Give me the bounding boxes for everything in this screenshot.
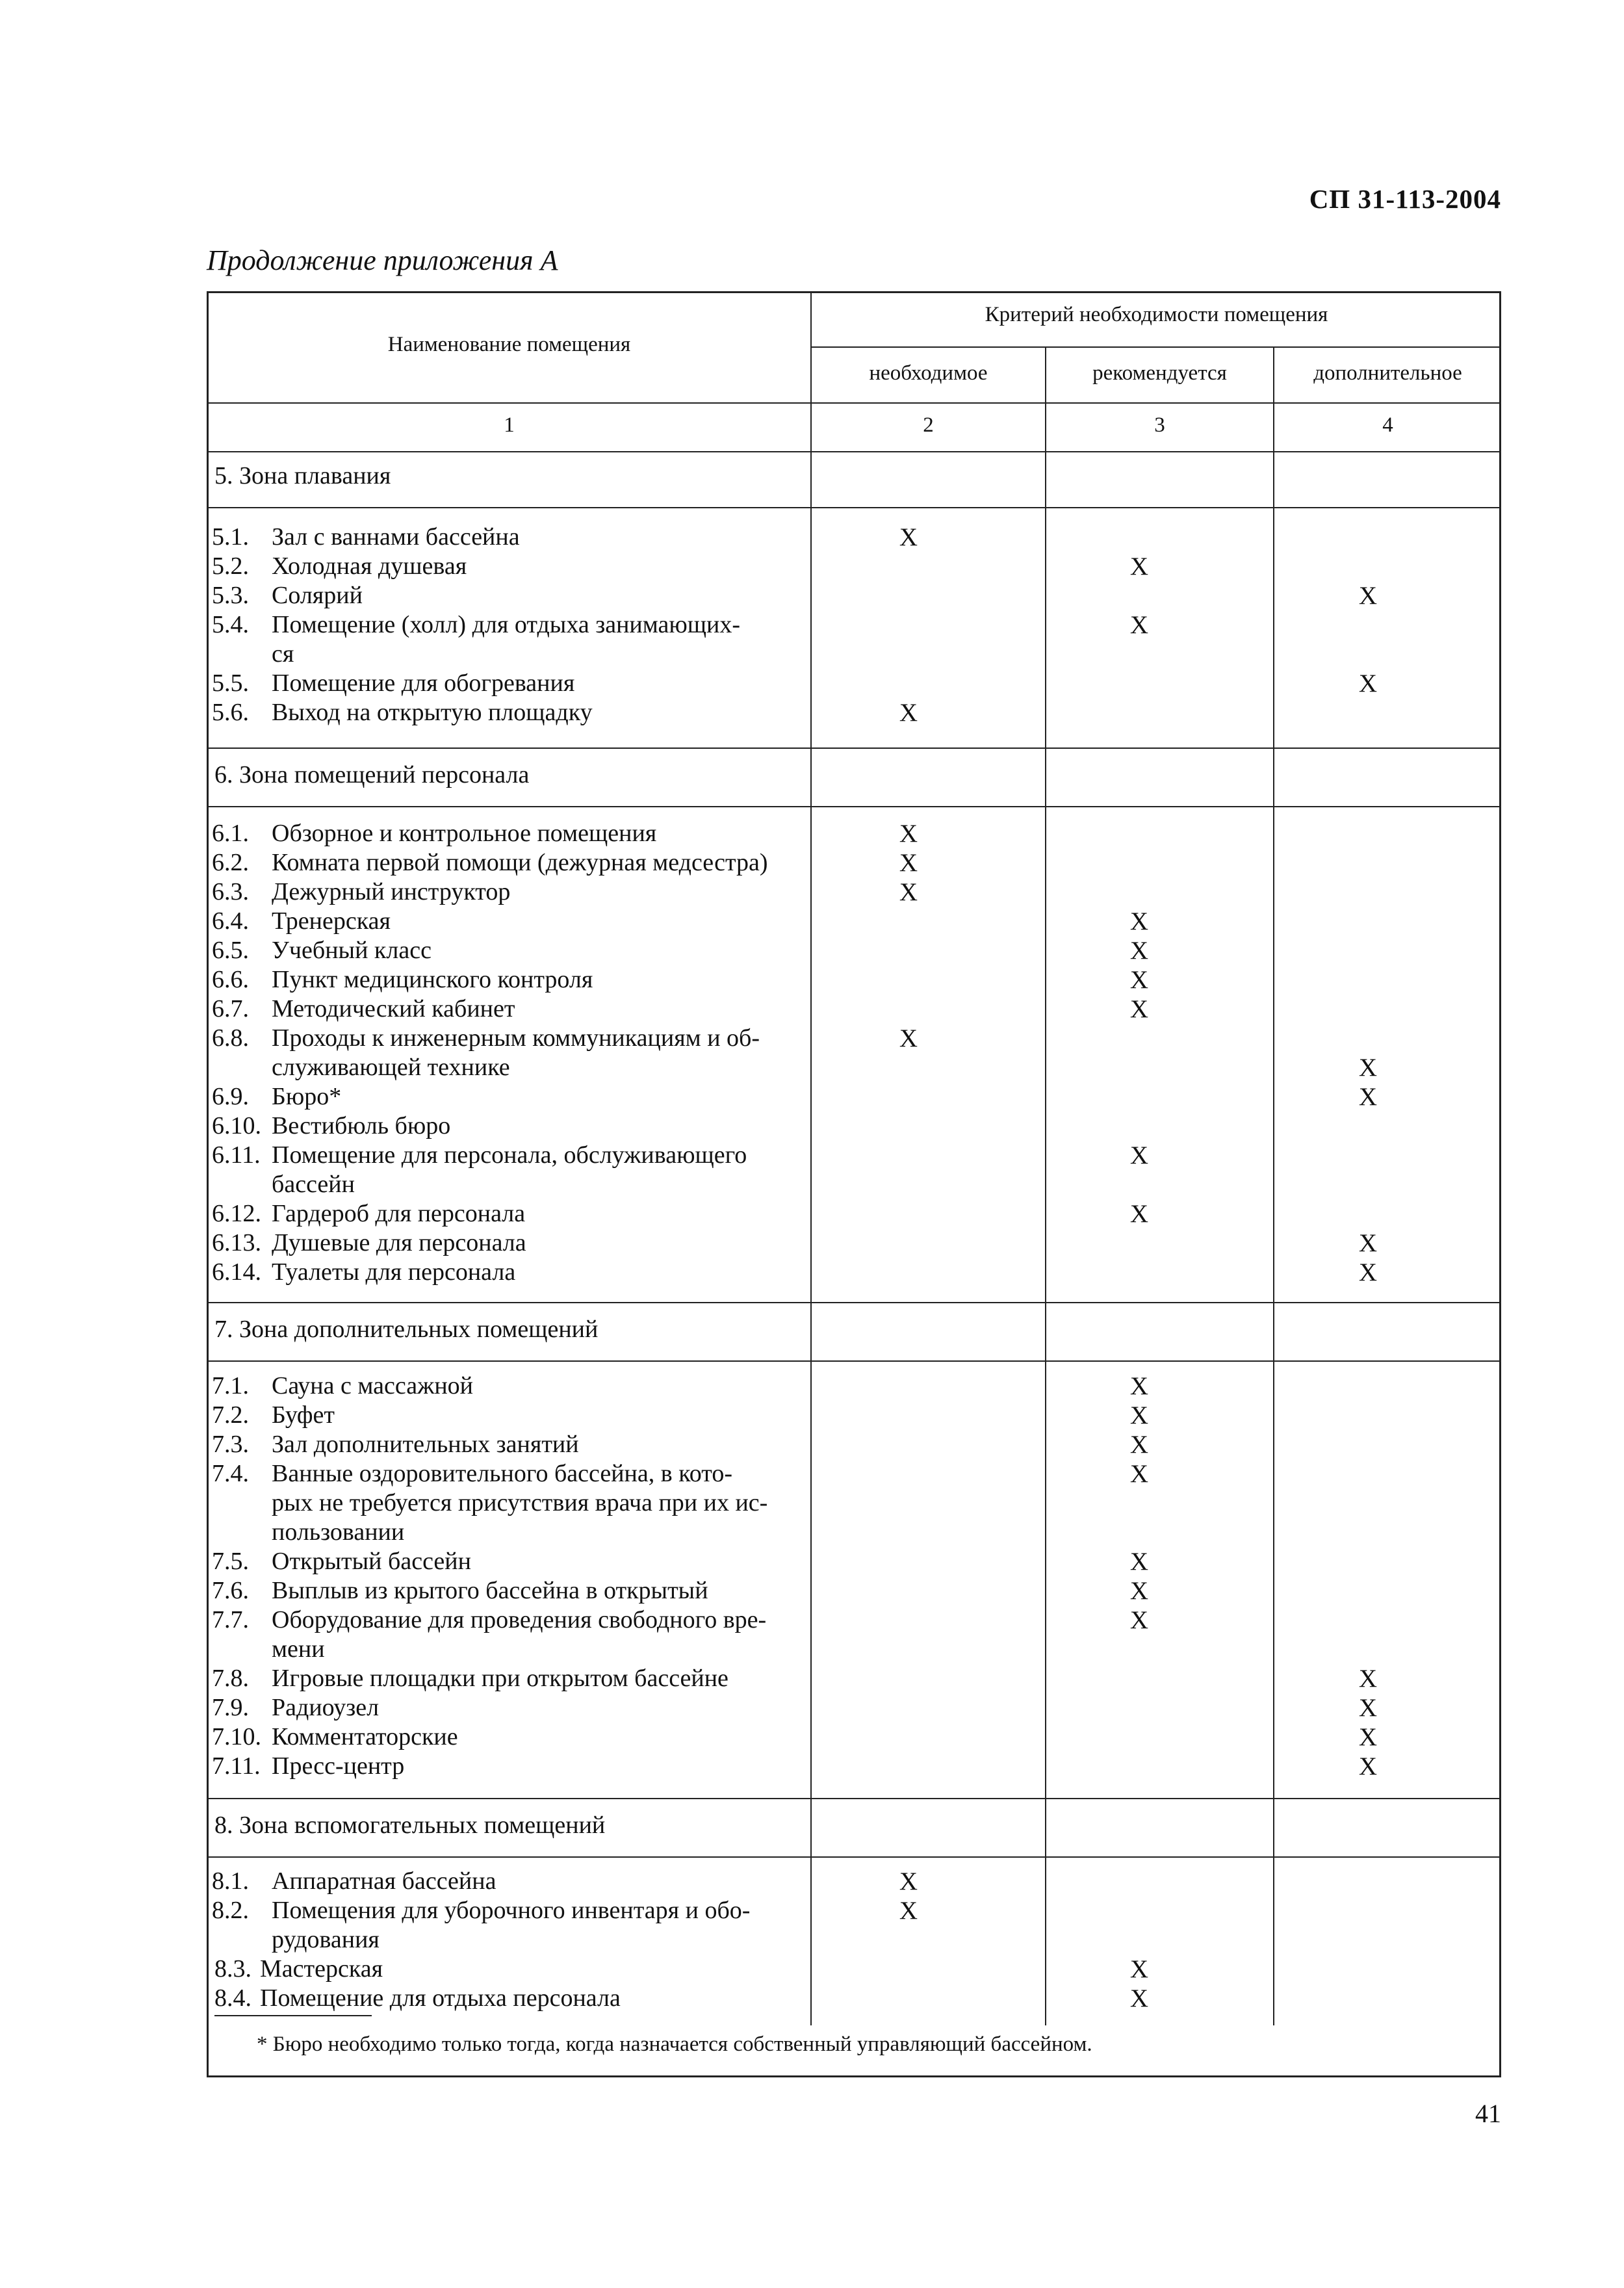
criterion-mark: X	[1129, 1955, 1149, 1983]
item-text: Помещение (холл) для отдыха занимающих-	[272, 611, 741, 638]
item-number: 5.4.	[212, 611, 249, 638]
column-number-4: 4	[1382, 413, 1393, 437]
item-text: Солярий	[272, 582, 363, 609]
zone-title-bottom	[207, 1360, 1501, 1362]
item-number: 7.8.	[212, 1665, 249, 1692]
col-divider-1	[810, 291, 812, 2025]
item-number: 8.4.	[214, 1984, 251, 2012]
zone-title-bottom	[207, 1856, 1501, 1858]
item-text: Ванные оздоровительного бассейна, в кото-	[272, 1460, 732, 1487]
item-number: 8.1.	[212, 1867, 249, 1895]
criterion-mark: X	[899, 699, 918, 727]
item-text: Дежурный инструктор	[272, 878, 511, 905]
criterion-mark: X	[899, 820, 918, 848]
criterion-mark: X	[1129, 937, 1149, 965]
zone-separator	[207, 1798, 1501, 1799]
column-number-1: 1	[504, 413, 515, 437]
item-text: Помещение для обогревания	[272, 670, 575, 697]
item-number: 6.11.	[212, 1141, 261, 1169]
item-text: Методический кабинет	[272, 995, 515, 1022]
criterion-mark: X	[1129, 1577, 1149, 1605]
column-number-2: 2	[923, 413, 934, 437]
item-number: 7.7.	[212, 1606, 249, 1633]
item-text: Выплыв из крытого бассейна в открытый	[272, 1577, 708, 1604]
item-text: рых не требуется присутствия врача при их ис-	[272, 1489, 768, 1516]
item-number: 7.1.	[212, 1372, 249, 1399]
item-number: 7.10.	[212, 1723, 261, 1750]
criterion-mark: X	[1129, 1200, 1149, 1228]
item-text: служивающей технике	[272, 1054, 510, 1081]
item-text: Зал с ваннами бассейна	[272, 523, 520, 551]
criterion-mark: X	[1129, 1431, 1149, 1459]
criterion-mark: X	[899, 523, 918, 551]
item-text: Помещение для отдыха персонала	[260, 1984, 621, 2012]
name-column-header: Наименование помещения	[387, 333, 631, 356]
item-number: 6.13.	[212, 1229, 261, 1256]
criterion-mark: X	[1129, 1372, 1149, 1400]
item-number: 6.2.	[212, 849, 249, 876]
item-number: 6.14.	[212, 1258, 261, 1286]
criterion-mark: X	[1129, 611, 1149, 639]
criterion-mark: X	[899, 878, 918, 906]
item-text: Выход на открытую площадку	[272, 699, 593, 726]
item-text: мени	[272, 1635, 325, 1663]
item-number: 6.12.	[212, 1200, 261, 1227]
zone-separator	[207, 748, 1501, 749]
criterion-mark: X	[1358, 1752, 1378, 1780]
zone-title: 6. Зона помещений персонала	[214, 761, 530, 788]
item-text: Бюро*	[272, 1083, 342, 1110]
criterion-mark: X	[1358, 1258, 1378, 1286]
column-number-3: 3	[1154, 413, 1165, 437]
item-text: Комментаторские	[272, 1723, 458, 1750]
item-number: 5.5.	[212, 670, 249, 697]
item-number: 7.9.	[212, 1694, 249, 1721]
item-number: 8.3.	[214, 1955, 251, 1982]
header-bottom	[207, 402, 1501, 404]
item-number: 7.3.	[212, 1431, 249, 1458]
item-number: 5.6.	[212, 699, 249, 726]
criterion-header: Критерий необходимости помещения	[985, 303, 1328, 326]
item-text: Открытый бассейн	[272, 1548, 471, 1575]
item-text: Душевые для персонала	[272, 1229, 526, 1256]
item-text: Зал дополнительных занятий	[272, 1431, 579, 1458]
item-text: Мастерская	[260, 1955, 383, 1982]
zone-title: 8. Зона вспомогательных помещений	[214, 1812, 606, 1839]
item-text: Комната первой помощи (дежурная медсестра)	[272, 849, 768, 876]
item-text: Оборудование для проведения свободного вре-	[272, 1606, 767, 1633]
continuation-caption: Продолжение приложения А	[207, 244, 558, 276]
item-number: 6.3.	[212, 878, 249, 905]
criterion-mark: X	[1129, 1548, 1149, 1576]
item-number: 6.9.	[212, 1083, 249, 1110]
criterion-mark: X	[1129, 907, 1149, 935]
item-text: Аппаратная бассейна	[272, 1867, 496, 1895]
item-text: Радиоузел	[272, 1694, 380, 1721]
item-text: Помещения для уборочного инвентаря и обо-	[272, 1897, 751, 1924]
criterion-mark: X	[1129, 966, 1149, 994]
item-text: Проходы к инженерным коммуникациям и об-	[272, 1024, 760, 1052]
zone-separator	[207, 1302, 1501, 1303]
subheader-recommended: рекомендуется	[1092, 361, 1227, 385]
col-numbers-bottom	[207, 451, 1501, 452]
item-number: 7.5.	[212, 1548, 249, 1575]
item-number: 6.1.	[212, 820, 249, 847]
item-number: 6.10.	[212, 1112, 261, 1139]
subheader-necessary: необходимое	[869, 361, 988, 385]
criterion-mark: X	[1358, 1054, 1378, 1082]
subheader-additional: дополнительное	[1313, 361, 1462, 385]
criterion-mark: X	[1358, 1723, 1378, 1751]
item-text: Вестибюль бюро	[272, 1112, 451, 1139]
col-divider-2	[1045, 346, 1046, 2025]
item-number: 6.6.	[212, 966, 249, 993]
criterion-mark: X	[1358, 1083, 1378, 1111]
item-text: Помещение для персонала, обслуживающего	[272, 1141, 747, 1169]
item-number: 7.2.	[212, 1401, 249, 1429]
item-number: 7.11.	[212, 1752, 261, 1780]
item-text: Обзорное и контрольное помещения	[272, 820, 657, 847]
item-number: 5.2.	[212, 552, 249, 580]
item-text: Гардероб для персонала	[272, 1200, 526, 1227]
item-text: Учебный класс	[272, 937, 432, 964]
item-text: Холодная душевая	[272, 552, 467, 580]
item-text: Туалеты для персонала	[272, 1258, 516, 1286]
criterion-mark: X	[1358, 1665, 1378, 1693]
item-text: пользовании	[272, 1518, 405, 1546]
item-number: 7.4.	[212, 1460, 249, 1487]
item-text: Буфет	[272, 1401, 335, 1429]
zone-title: 5. Зона плавания	[214, 462, 391, 489]
item-text: Игровые площадки при открытом бассейне	[272, 1665, 728, 1692]
footnote: * Бюро необходимо только тогда, когда назначается собственный управляющий бассейном.	[257, 2033, 1092, 2056]
doc-code: СП 31-113-2004	[1309, 184, 1501, 214]
item-number: 6.5.	[212, 937, 249, 964]
item-number: 6.4.	[212, 907, 249, 935]
zone-title-bottom	[207, 806, 1501, 807]
criterion-mark: X	[1129, 1460, 1149, 1488]
item-text: Пресс-центр	[272, 1752, 405, 1780]
criterion-mark: X	[1358, 670, 1378, 697]
criterion-mark: X	[1129, 552, 1149, 580]
criterion-mark: X	[1358, 582, 1378, 610]
criterion-mark: X	[1358, 1694, 1378, 1722]
item-text: Тренерская	[272, 907, 391, 935]
criterion-divider	[810, 346, 1501, 348]
col-divider-3	[1273, 346, 1274, 2025]
item-number: 6.8.	[212, 1024, 249, 1052]
criterion-mark: X	[899, 1024, 918, 1052]
item-text: ся	[272, 640, 294, 668]
zone-title: 7. Зона дополнительных помещений	[214, 1316, 599, 1343]
criterion-mark: X	[1129, 1984, 1149, 2012]
footnote-rule	[214, 2015, 372, 2016]
zone-title-bottom	[207, 507, 1501, 508]
criterion-mark: X	[1129, 1606, 1149, 1634]
page-number: 41	[1475, 2099, 1501, 2128]
criterion-mark: X	[899, 1867, 918, 1895]
item-number: 5.1.	[212, 523, 249, 551]
criterion-mark: X	[1129, 1141, 1149, 1169]
criterion-mark: X	[899, 1897, 918, 1925]
criterion-mark: X	[899, 849, 918, 877]
criterion-mark: X	[1358, 1229, 1378, 1257]
criterion-mark: X	[1129, 1401, 1149, 1429]
item-number: 7.6.	[212, 1577, 249, 1604]
item-text: Сауна с массажной	[272, 1372, 473, 1399]
item-number: 8.2.	[212, 1897, 249, 1924]
item-text: рудования	[272, 1926, 380, 1953]
item-number: 5.3.	[212, 582, 249, 609]
item-text: бассейн	[272, 1171, 355, 1198]
item-text: Пункт медицинского контроля	[272, 966, 593, 993]
item-number: 6.7.	[212, 995, 249, 1022]
criterion-mark: X	[1129, 995, 1149, 1023]
